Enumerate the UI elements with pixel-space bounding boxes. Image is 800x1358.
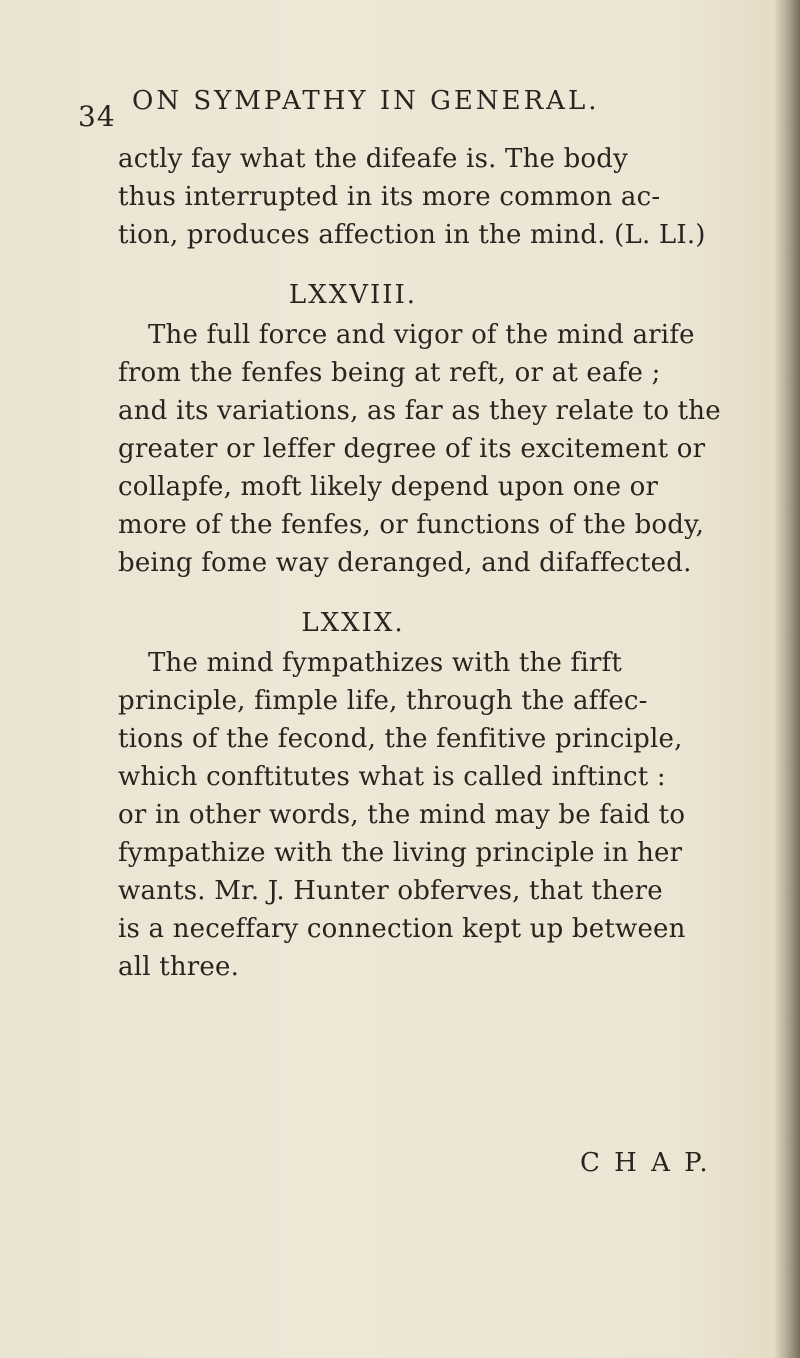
- text-line: tions of the fecond, the fenfitive principle,: [118, 724, 683, 754]
- page-number: 34: [78, 100, 116, 133]
- binding-shadow: [774, 0, 800, 1358]
- section-heading: LXXIX.: [301, 608, 405, 638]
- running-head-title: ON SYMPATHY IN GENERAL.: [132, 86, 600, 116]
- text-line: and its variations, as far as they relate to the: [118, 396, 721, 426]
- text-line: is a neceffary connection kept up between: [118, 914, 686, 944]
- text-line: which conftitutes what is called inftinct :: [118, 762, 666, 792]
- catchword: C H A P.: [580, 1148, 711, 1178]
- text-line: thus interrupted in its more common ac-: [118, 182, 661, 212]
- running-head: [78, 86, 678, 133]
- text-line: wants. Mr. J. Hunter obferves, that there: [118, 876, 663, 906]
- body-text: [118, 140, 721, 986]
- text-line: collapfe, moft likely depend upon one or: [118, 472, 659, 502]
- text-line: principle, fimple life, through the affec-: [118, 686, 648, 716]
- text-line: greater or leffer degree of its excitement or: [118, 434, 706, 464]
- text-line: fympathize with the living principle in her: [118, 838, 683, 868]
- text-line: from the fenfes being at reft, or at eafe ;: [118, 358, 661, 388]
- text-line: being fome way deranged, and difaffected.: [118, 548, 692, 578]
- text-line: The full force and vigor of the mind arife: [148, 320, 695, 350]
- text-line: more of the fenfes, or functions of the body,: [118, 510, 705, 540]
- text-line: The mind fympathizes with the firft: [148, 648, 622, 678]
- text-line: tion, produces affection in the mind. (L. LI.): [118, 220, 706, 250]
- text-line: all three.: [118, 952, 240, 982]
- section-heading: LXXVIII.: [288, 280, 418, 310]
- text-line: actly fay what the difeafe is. The body: [118, 144, 629, 174]
- text-line: or in other words, the mind may be faid to: [118, 800, 686, 830]
